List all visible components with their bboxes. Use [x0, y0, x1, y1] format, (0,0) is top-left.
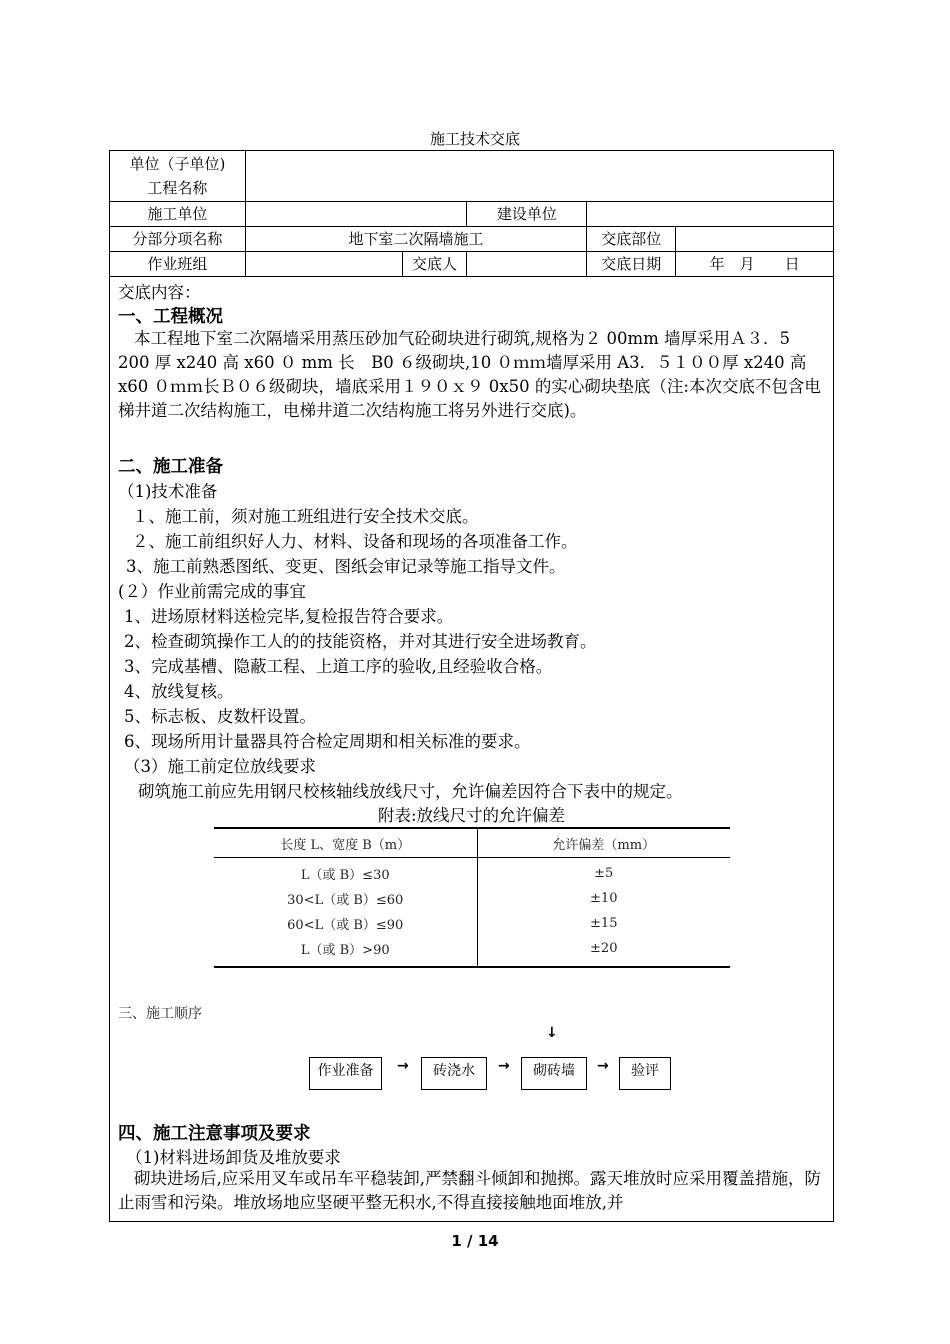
tolerance-table-title: 附表:放线尺寸的允许偏差 — [377, 806, 566, 825]
construction-unit-value — [245, 202, 467, 227]
material-heading: （1)材料进场卸货及堆放要求 — [126, 1148, 341, 1167]
list-item: 1、进场原材料送检完毕,复检报告符合要求。 — [124, 607, 454, 626]
flow-step-water: 砖浇水 — [421, 1057, 487, 1090]
unit-name-label: 单位（子单位) 工程名称 — [110, 151, 246, 202]
section-1-heading: 一、工程概况 — [118, 307, 223, 327]
list-item: 6、现场所用计量器具符合检定周期和相关标准的要求。 — [124, 732, 531, 751]
date-value: 年 月 日 — [676, 252, 834, 277]
division-label: 分部分项名称 — [110, 227, 246, 252]
team-label: 作业班组 — [110, 252, 246, 277]
division-value: 地下室二次隔墙施工 — [245, 227, 586, 252]
section-2-heading: 二、施工准备 — [118, 457, 223, 477]
construction-unit-label: 施工单位 — [110, 202, 246, 227]
flow-step-prep: 作业准备 — [309, 1057, 382, 1090]
list-item: 5、标志板、皮数杆设置。 — [124, 707, 316, 726]
unit-name-value — [245, 151, 833, 202]
section-4-heading: 四、施工注意事项及要求 — [118, 1124, 311, 1144]
table-header-length: 长度 L、宽度 B（m） — [214, 828, 477, 858]
page-number: 1 / 14 — [451, 1232, 499, 1250]
section-3-heading: 三、施工顺序 — [118, 1006, 202, 1022]
pre-work-heading: (２）作业前需完成的事宜 — [118, 582, 306, 601]
list-item: 3、完成基槽、隐蔽工程、上道工序的验收,且经验收合格。 — [124, 657, 553, 676]
tolerance-table — [214, 827, 730, 968]
discloser-value — [467, 252, 587, 277]
list-item: ２、施工前组织好人力、材料、设备和现场的各项准备工作。 — [132, 532, 578, 551]
part-label: 交底部位 — [587, 227, 676, 252]
table-row: 60<L（或 B）≤90 ±15 — [214, 911, 730, 936]
material-paragraph: 砌块进场后,应采用叉车或吊车平稳装卸,严禁翻斗倾卸和抛掷。露天堆放时应采用覆盖措施，防止雨雪和污染。堆放场地应坚硬平整无积水,不得直接接触地面堆放,并 — [118, 1169, 821, 1212]
down-arrow-icon: ↓ — [546, 1025, 558, 1041]
owner-unit-value — [587, 202, 834, 227]
list-item: 2、检查砌筑操作工人的的技能资格，并对其进行安全进场教育。 — [124, 632, 597, 651]
layout-heading: （3）施工前定位放线要求 — [124, 757, 316, 776]
table-row: L（或 B）>90 ±20 — [214, 936, 730, 967]
list-item: 3、施工前熟悉图纸、变更、图纸会审记录等施工指导文件。 — [126, 557, 566, 576]
intro-label: 交底内容： — [118, 283, 201, 302]
date-label: 交底日期 — [587, 252, 676, 277]
header-table — [109, 150, 834, 277]
list-item: １、施工前，须对施工班组进行安全技术交底。 — [132, 507, 479, 526]
content-box — [109, 277, 834, 1222]
table-row: L（或 B）≤30 ±5 — [214, 858, 730, 887]
section-1-paragraph: 本工程地下室二次隔墙采用蒸压砂加气砼砌块进行砌筑,规格为２ 00mm 墙厚采用Ａ３．5 200 厚 x240 高 x60 ０ mm 长 B0 ６级砌块,10 ０ｍｍ墙厚采用 A3．５１００厚 x240 高 x60 ０ｍｍ长Ｂ０６级砌块，墙底采用１９０ｘ９ 0x50 的实心砌块垫底（注:本次交底不包含电梯井道二次结构施工，电梯井道二次结构施工将另外进行交底)。 — [118, 329, 821, 420]
list-item: 4、放线复核。 — [124, 682, 234, 701]
tech-prep-heading: （1)技术准备 — [118, 482, 218, 501]
flow-step-wall: 砌砖墙 — [521, 1057, 587, 1090]
layout-paragraph: 砌筑施工前应先用钢尺校核轴线放线尺寸，允许偏差因符合下表中的规定。 — [138, 782, 683, 801]
part-value — [676, 227, 834, 252]
right-arrow-icon: → — [597, 1058, 609, 1074]
right-arrow-icon: → — [397, 1058, 409, 1074]
document-title: 施工技术交底 — [429, 130, 520, 148]
team-value — [245, 252, 402, 277]
flow-step-review: 验评 — [619, 1057, 671, 1090]
discloser-label: 交底人 — [402, 252, 467, 277]
owner-unit-label: 建设单位 — [467, 202, 587, 227]
table-header-tolerance: 允许偏差（mm） — [477, 828, 730, 858]
table-row: 30<L（或 B）≤60 ±10 — [214, 886, 730, 911]
right-arrow-icon: → — [498, 1058, 510, 1074]
